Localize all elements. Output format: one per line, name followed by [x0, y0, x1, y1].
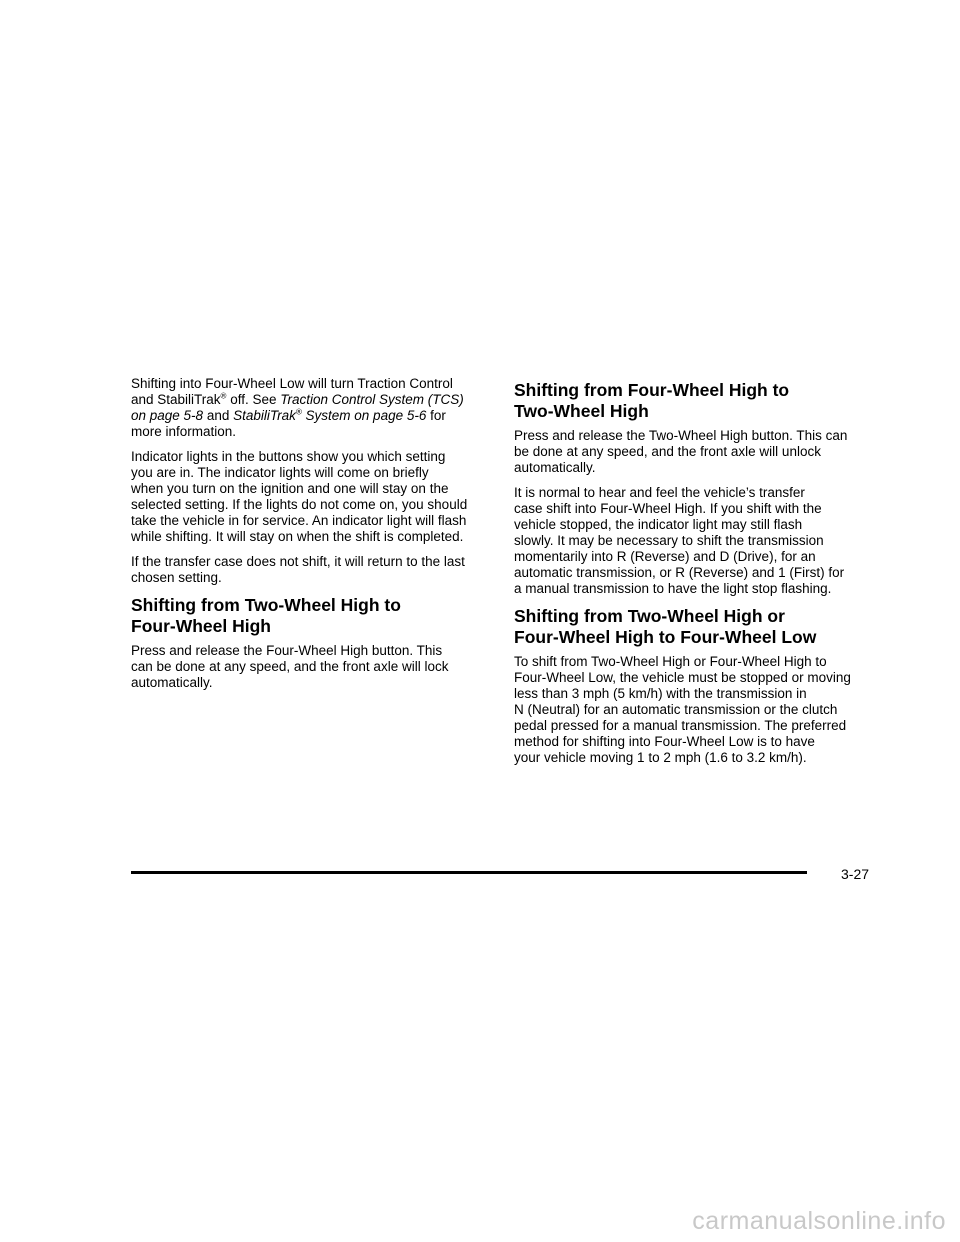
indicator-lights-paragraph: Indicator lights in the buttons show you which setting you are in. The indicator lights will come on briefly when you turn on the ignition and one will stay on the selected setting. If the lights do not come on, you should take the vehicle in for service. An indicator light will flash while shifting. It will stay on when the shift is completed.	[131, 449, 468, 544]
text-run: off. See	[226, 392, 281, 407]
page-number: 3-27	[841, 866, 870, 882]
to-four-low-heading: Shifting from Two-Wheel High or Four-Wheel High to Four-Wheel Low	[514, 606, 817, 647]
stabilitrak-page-reference[interactable]	[233, 408, 426, 423]
text-run: and	[203, 408, 234, 423]
right-column	[514, 380, 864, 775]
four-to-two-high-paragraph: Press and release the Two-Wheel High button. This can be done at any speed, and the front axle will unlock automatically.	[514, 428, 848, 475]
text-run: Shifting into Four-Wheel Low will turn Traction Control and StabiliTrak	[131, 376, 453, 407]
reference-text: System on page 5-6	[301, 408, 427, 423]
registered-mark: ®	[295, 407, 302, 417]
reference-text: StabiliTrak	[233, 408, 296, 423]
four-to-two-high-heading: Shifting from Four-Wheel High to Two-Wheel High	[514, 380, 790, 421]
traction-control-paragraph	[131, 376, 481, 440]
transfer-shift-paragraph: It is normal to hear and feel the vehicle’s transfer case shift into Four-Wheel High. If you shift with the vehicle stopped, the indicator light may still flash slowly. It may be necessary to shift the transmission momentarily into R (Reverse) and D (Drive), for an automatic transmission, or R (Reverse) and 1 (First) for a manual transmission to have the light stop flashing.	[514, 485, 845, 596]
left-column	[131, 376, 481, 700]
two-to-four-high-paragraph: Press and release the Four-Wheel High button. This can be done at any speed, and the front axle will lock automatically.	[131, 643, 449, 690]
watermark: carmanualsonline.info	[692, 1207, 946, 1235]
footer-rule	[131, 871, 807, 874]
registered-mark: ®	[220, 391, 227, 401]
text-run: for more information.	[131, 408, 446, 439]
to-four-low-paragraph: To shift from Two-Wheel High or Four-Wheel High to Four-Wheel Low, the vehicle must be stopped or moving less than 3 mph (5 km/h) with the transmission in N (Neutral) for an automatic transmission or the clutch pedal pressed for a manual transmission. The preferred method for shifting into Four-Wheel Low is to have your vehicle moving 1 to 2 mph (1.6 to 3.2 km/h).	[514, 654, 851, 765]
two-to-four-high-heading: Shifting from Two-Wheel High to Four-Wheel High	[131, 595, 401, 636]
transfer-case-paragraph: If the transfer case does not shift, it will return to the last chosen setting.	[131, 554, 465, 585]
tcs-page-reference[interactable]: Traction Control System (TCS) on page 5-8	[131, 392, 464, 423]
